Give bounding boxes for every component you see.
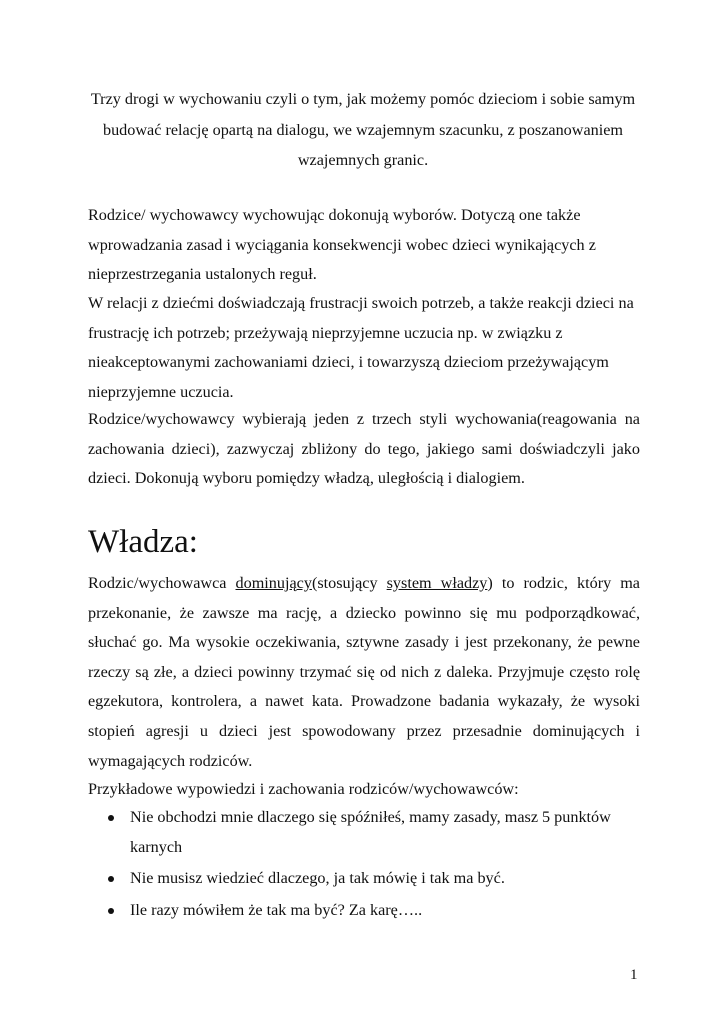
- list-item: [88, 803, 640, 862]
- list-item: [88, 896, 640, 926]
- text-fragment: (stosujący: [311, 574, 387, 592]
- examples-list: [88, 803, 640, 927]
- document-title: Trzy drogi w wychowaniu czyli o tym, jak możemy pomóc dzieciom i sobie samym budować relację opartą na dialogu, we wzajemnym szacunku, z poszanowaniem wzajemnych granic.: [90, 90, 636, 169]
- section-heading: Władza:: [88, 524, 198, 560]
- list-item-text: Ile razy mówiłem że tak ma być? Za karę…..: [130, 900, 423, 919]
- paragraph-dominant-parent: [88, 569, 640, 776]
- text-fragment: Rodzic/wychowawca: [88, 574, 236, 592]
- paragraph-choices: Rodzice/ wychowawcy wychowując dokonują wyborów. Dotyczą one także wprowadzania zasad i wyciągania konsekwencji wobec dzieci wynikających z nieprzestrzegania ustalonych reguł.: [88, 206, 596, 284]
- examples-intro: Przykładowe wypowiedzi i zachowania rodziców/wychowawców:: [88, 780, 519, 798]
- bullet-icon: [108, 876, 114, 882]
- list-item-text: Nie obchodzi mnie dlaczego się spóźniłeś, mamy zasady, masz 5 punktów karnych: [130, 808, 611, 856]
- paragraph-styles: Rodzice/wychowawcy wybierają jeden z trzech styli wychowania(reagowania na zachowania dzieci), zazwyczaj zbliżony do tego, jakiego sami doświadczyli jako dzieci. Dokonują wyboru pomiędzy władzą, uległością i dialogiem.: [88, 410, 640, 488]
- bullet-icon: [108, 908, 114, 914]
- term-dominujacy: dominujący: [235, 574, 312, 592]
- list-item-text: Nie musisz wiedzieć dlaczego, ja tak mówię i tak ma być.: [130, 869, 505, 888]
- page-number: 1: [630, 967, 638, 983]
- term-system-wladzy: system władzy: [386, 574, 488, 592]
- list-item: [88, 864, 640, 894]
- bullet-icon: [108, 815, 114, 821]
- text-fragment: ) to rodzic, który ma przekonanie, że zawsze ma rację, a dziecko powinno się mu podporządkować, słuchać go. Ma wysokie oczekiwania, sztywne zasady i jest przekonany, że pewne rzeczy są złe, a dzieci powinny trzymać się od nich z daleka. Przyjmuje często rolę egzekutora, kontrolera, a nawet kata. Prowadzone badania wykazały, że wysoki stopień agresji u dzieci jest spowodowany przez przesadnie dominujących i wymagających rodziców.: [88, 574, 640, 770]
- paragraph-frustration: W relacji z dziećmi doświadczają frustracji swoich potrzeb, a także reakcji dzieci na frustrację ich potrzeb; przeżywają nieprzyjemne uczucia np. w związku z nieakceptowanymi zachowaniami dzieci, i towarzyszą dzieciom przeżywającym nieprzyjemne uczucia.: [88, 294, 634, 401]
